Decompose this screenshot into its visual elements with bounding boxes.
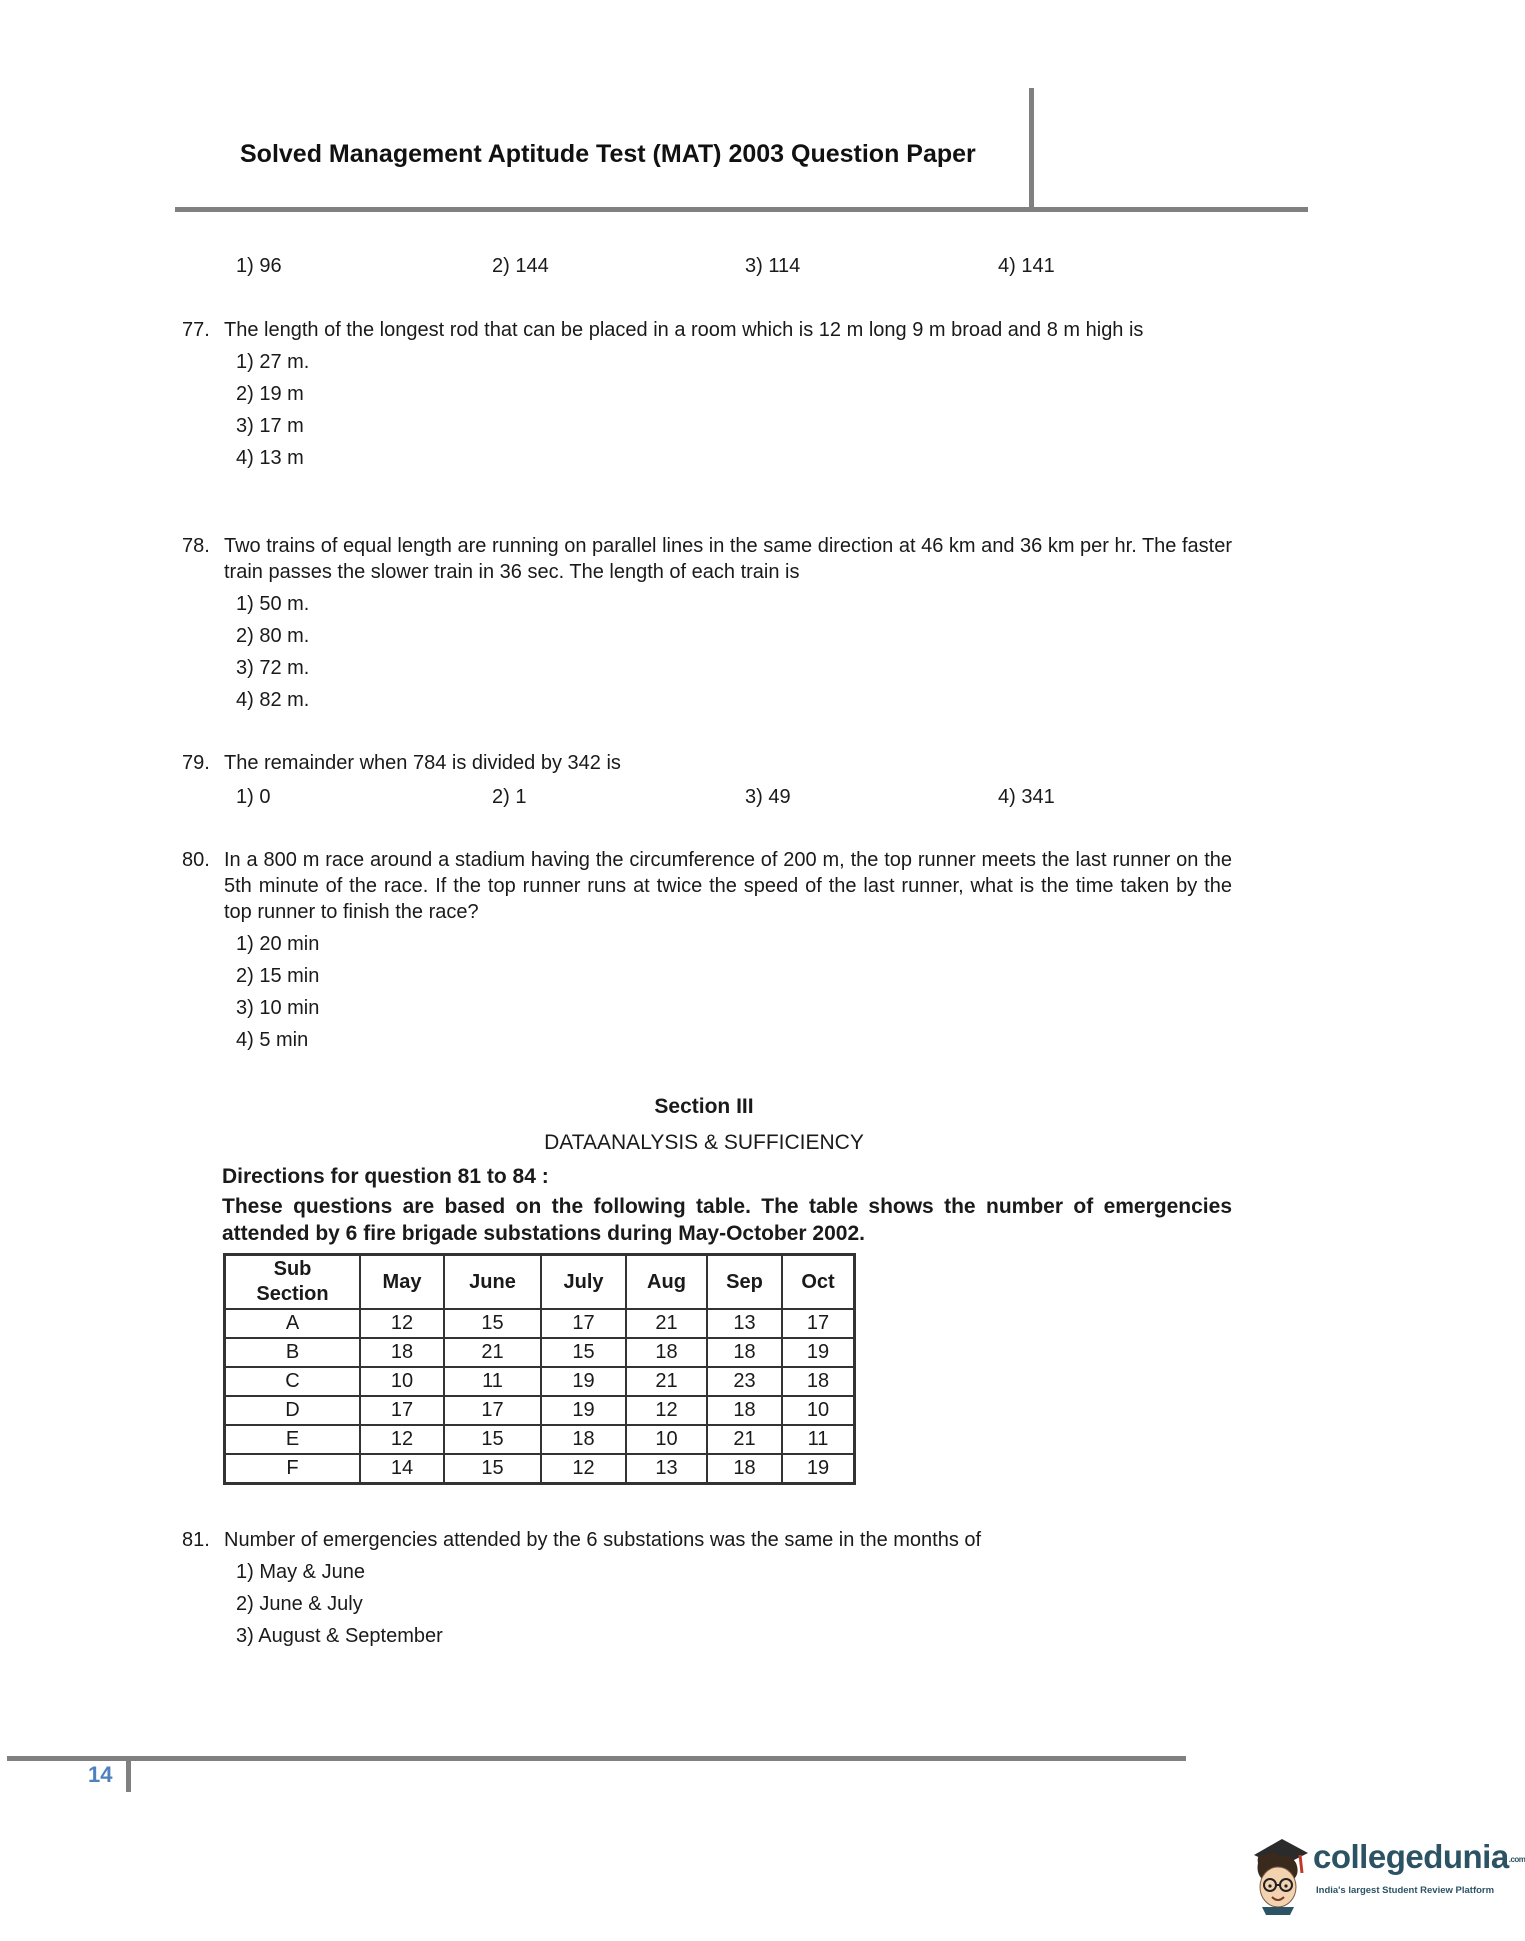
collegedunia-logo (1250, 1833, 1525, 1915)
logo-tagline: India's largest Student Review Platform (1316, 1885, 1495, 1896)
table-row (225, 1338, 855, 1367)
section-subtitle: DATAANALYSIS & SUFFICIENCY (544, 1131, 864, 1154)
option: 1) May & June (236, 1561, 365, 1583)
column-header: Sep (707, 1255, 782, 1310)
logo-brand-text: collegedunia.com (1313, 1838, 1525, 1875)
table-row (225, 1309, 855, 1338)
table-cell: 18 (541, 1425, 626, 1454)
table-row (225, 1367, 855, 1396)
table-cell: 12 (541, 1454, 626, 1484)
table-cell: 18 (707, 1338, 782, 1367)
option: 4) 141 (998, 255, 1055, 277)
directions-body: These questions are based on the following table. The table shows the number of emergencies attended by 6 fire brigade substations during May-October 2002. (222, 1195, 1232, 1245)
footer-rule (7, 1756, 1186, 1761)
table-row (225, 1454, 855, 1484)
option: 2) 19 m (236, 383, 304, 405)
table-cell: 19 (782, 1454, 855, 1484)
option: 3) 10 min (236, 997, 320, 1019)
question-77 (182, 317, 1232, 477)
question-text: The length of the longest rod that can be placed in a room which is 12 m long 9 m broad and 8 m high is (224, 319, 1144, 341)
directions-heading: Directions for question 81 to 84 : (222, 1165, 549, 1188)
question-81 (182, 1527, 1232, 1655)
table-cell: 18 (707, 1454, 782, 1484)
table-cell: 10 (626, 1425, 707, 1454)
table-cell: 11 (782, 1425, 855, 1454)
page-number: 14 (88, 1762, 113, 1787)
table-cell: 17 (782, 1309, 855, 1338)
option: 2) 144 (492, 255, 549, 277)
table-cell: 18 (626, 1338, 707, 1367)
table-cell: 19 (541, 1367, 626, 1396)
table-cell: 10 (360, 1367, 444, 1396)
question-text: Two trains of equal length are running on parallel lines in the same direction at 46 km and 36 km per hr. The faster train passes the slower train in 36 sec. The length of each train is (224, 535, 1232, 583)
table-cell: 23 (707, 1367, 782, 1396)
emergencies-table (223, 1253, 856, 1485)
table-cell: 17 (444, 1396, 541, 1425)
question-number: 80. (182, 849, 210, 871)
table-cell: 12 (360, 1425, 444, 1454)
table-cell: 18 (782, 1367, 855, 1396)
question-options (236, 1559, 1232, 1655)
option: 4) 341 (998, 786, 1055, 808)
option: 1) 27 m. (236, 351, 310, 373)
option: 3) August & September (236, 1625, 443, 1647)
column-header: July (541, 1255, 626, 1310)
column-header: May (360, 1255, 444, 1310)
option: 4) 5 min (236, 1029, 309, 1051)
table-cell: 21 (626, 1367, 707, 1396)
option: 3) 72 m. (236, 657, 310, 679)
table-cell: E (225, 1425, 361, 1454)
table-cell: 12 (626, 1396, 707, 1425)
question-79 (182, 750, 1232, 776)
option: 4) 13 m (236, 447, 304, 469)
table-cell: 19 (541, 1396, 626, 1425)
option: 3) 114 (745, 255, 801, 277)
table-cell: C (225, 1367, 361, 1396)
table-cell: 15 (541, 1338, 626, 1367)
option: 1) 0 (236, 786, 271, 808)
option: 3) 17 m (236, 415, 304, 437)
option: 1) 20 min (236, 933, 320, 955)
column-header: Oct (782, 1255, 855, 1310)
table-cell: D (225, 1396, 361, 1425)
column-header: June (444, 1255, 541, 1310)
page-header-title: Solved Management Aptitude Test (MAT) 2003 Question Paper (240, 140, 976, 168)
table-cell: A (225, 1309, 361, 1338)
table-cell: 15 (444, 1425, 541, 1454)
question-number: 79. (182, 752, 210, 774)
option: 2) 15 min (236, 965, 320, 987)
option: 2) 80 m. (236, 625, 310, 647)
option: 4) 82 m. (236, 689, 310, 711)
table-cell: F (225, 1454, 361, 1484)
question-78 (182, 533, 1232, 719)
question-number: 77. (182, 319, 210, 341)
table-cell: 17 (360, 1396, 444, 1425)
table-cell: 17 (541, 1309, 626, 1338)
section-title: Section III (654, 1095, 754, 1118)
option: 2) 1 (492, 786, 527, 808)
option: 1) 96 (236, 255, 282, 277)
option: 1) 50 m. (236, 593, 310, 615)
table-cell: 13 (626, 1454, 707, 1484)
option: 3) 49 (745, 786, 791, 808)
table-cell: 15 (444, 1454, 541, 1484)
table-cell: 21 (707, 1425, 782, 1454)
question-80 (182, 847, 1232, 1059)
table-cell: B (225, 1338, 361, 1367)
question-number: 81. (182, 1529, 210, 1551)
table-cell: 18 (360, 1338, 444, 1367)
table-cell: 21 (626, 1309, 707, 1338)
option: 2) June & July (236, 1593, 363, 1615)
table-cell: 21 (444, 1338, 541, 1367)
table-cell: 11 (444, 1367, 541, 1396)
question-text: Number of emergencies attended by the 6 substations was the same in the months of (224, 1529, 982, 1551)
question-number: 78. (182, 535, 210, 557)
table-header-row (225, 1255, 855, 1310)
mascot-icon (1250, 1833, 1310, 1915)
table-row (225, 1396, 855, 1425)
question-options (236, 591, 1232, 719)
header-vertical-rule (1029, 88, 1034, 210)
question-text: In a 800 m race around a stadium having the circumference of 200 m, the top runner meets the last runner on the 5th minute of the race. If the top runner runs at twice the speed of the last runner, what is the time taken by the top runner to finish the race? (224, 849, 1232, 923)
table-cell: 18 (707, 1396, 782, 1425)
table-cell: 14 (360, 1454, 444, 1484)
table-cell: 15 (444, 1309, 541, 1338)
table-cell: 13 (707, 1309, 782, 1338)
table-cell: 12 (360, 1309, 444, 1338)
question-options (236, 349, 1232, 477)
table-cell: 19 (782, 1338, 855, 1367)
question-options (236, 931, 1232, 1059)
table-cell: 10 (782, 1396, 855, 1425)
footer-vertical-rule (126, 1756, 131, 1792)
column-header: Aug (626, 1255, 707, 1310)
table-row (225, 1425, 855, 1454)
column-header-sub-section: Sub Section (225, 1255, 361, 1310)
question-text: The remainder when 784 is divided by 342 is (224, 752, 621, 774)
header-horizontal-rule (175, 207, 1308, 212)
